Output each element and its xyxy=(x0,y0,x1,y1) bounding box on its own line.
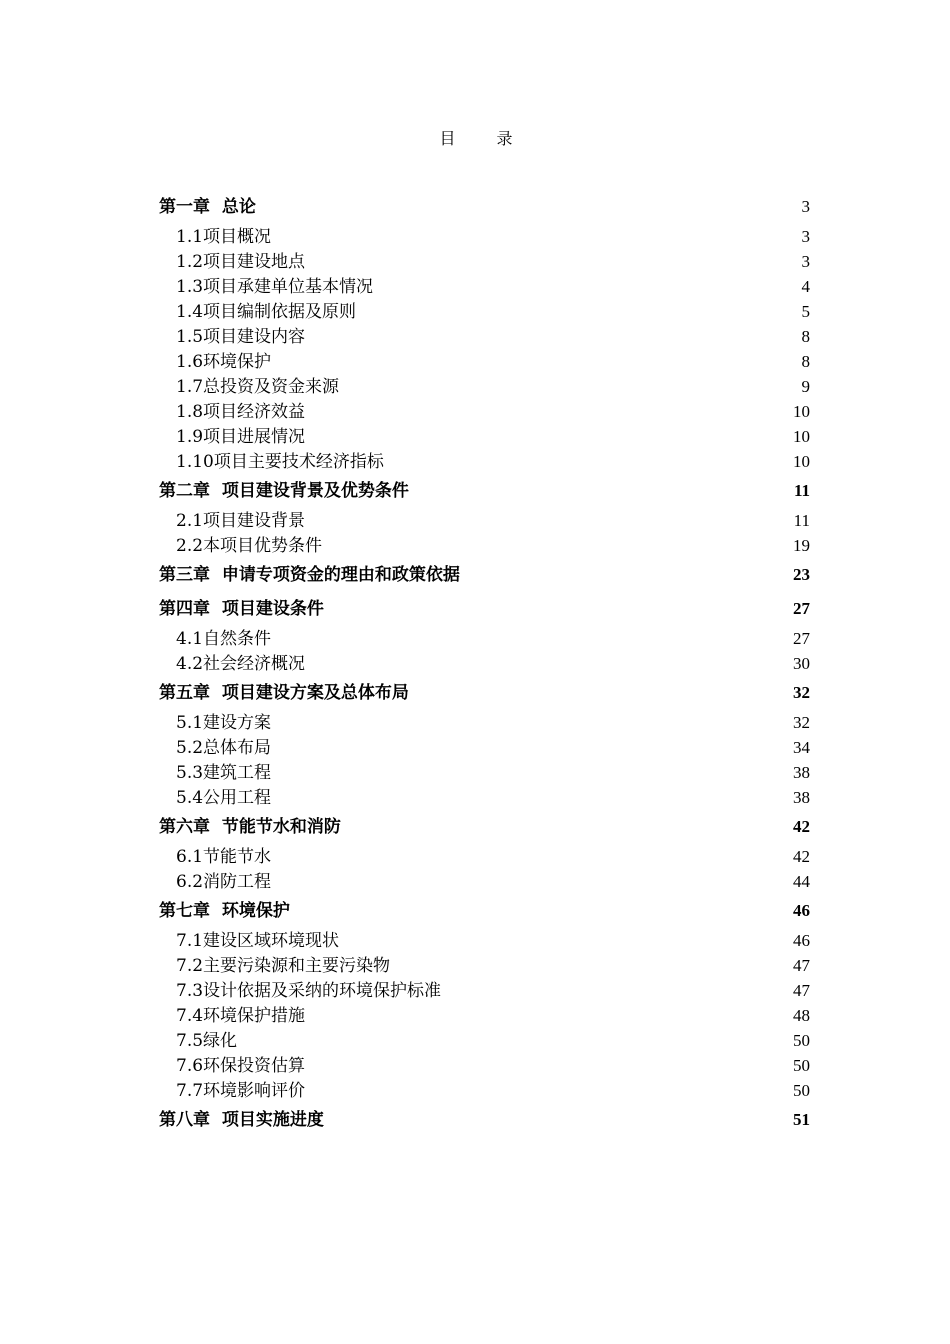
section-page-number: 50 xyxy=(793,1031,810,1050)
toc-chapter-entry[interactable] xyxy=(159,810,810,844)
section-title: 7.5绿化 xyxy=(176,1031,238,1051)
toc-section-entry[interactable] xyxy=(159,785,810,810)
chapter-page-number: 23 xyxy=(793,565,810,584)
section-page-number: 38 xyxy=(793,763,810,782)
toc-section-entry[interactable] xyxy=(159,1078,810,1103)
section-title: 1.5项目建设内容 xyxy=(176,327,306,347)
chapter-page-number: 32 xyxy=(793,683,810,702)
section-title: 6.1节能节水 xyxy=(176,847,272,867)
section-title: 5.3建筑工程 xyxy=(176,763,272,783)
section-page-number: 9 xyxy=(801,377,810,396)
toc-section-entry[interactable] xyxy=(159,651,810,676)
toc-section-entry[interactable] xyxy=(159,1053,810,1078)
chapter-title: 第八章 项目实施进度 xyxy=(159,1110,324,1130)
chapter-page-number: 46 xyxy=(793,901,810,920)
section-page-number: 10 xyxy=(793,402,810,421)
section-page-number: 47 xyxy=(793,956,810,975)
section-title: 1.3项目承建单位基本情况 xyxy=(176,277,374,297)
section-title: 2.2本项目优势条件 xyxy=(176,536,323,556)
chapter-title: 第五章 项目建设方案及总体布局 xyxy=(159,683,409,703)
section-page-number: 11 xyxy=(793,511,810,530)
section-title: 4.1自然条件 xyxy=(176,629,272,649)
section-page-number: 10 xyxy=(793,452,810,471)
toc-section-entry[interactable] xyxy=(159,710,810,735)
chapter-title: 第七章 环境保护 xyxy=(159,901,290,921)
chapter-title: 第一章 总论 xyxy=(159,197,256,217)
section-title: 1.1项目概况 xyxy=(176,227,272,247)
section-title: 7.7环境影响评价 xyxy=(176,1081,306,1101)
toc-chapter-entry[interactable] xyxy=(159,190,810,224)
section-title: 5.2总体布局 xyxy=(176,738,272,758)
toc-section-entry[interactable] xyxy=(159,928,810,953)
toc-chapter-entry[interactable] xyxy=(159,676,810,710)
toc-chapter-entry[interactable] xyxy=(159,894,810,928)
toc-chapter-entry[interactable] xyxy=(159,1103,810,1137)
toc-section-entry[interactable] xyxy=(159,374,810,399)
section-title: 7.4环境保护措施 xyxy=(176,1006,306,1026)
toc-section-entry[interactable] xyxy=(159,299,810,324)
toc-section-entry[interactable] xyxy=(159,449,810,474)
section-page-number: 4 xyxy=(801,277,810,296)
toc-chapter-group xyxy=(159,1103,810,1137)
toc-section-entry[interactable] xyxy=(159,844,810,869)
toc-section-entry[interactable] xyxy=(159,1028,810,1053)
toc-section-entry[interactable] xyxy=(159,274,810,299)
section-title: 1.6环境保护 xyxy=(176,352,272,372)
toc-chapter-group xyxy=(159,894,810,1103)
chapter-page-number: 11 xyxy=(793,481,810,500)
toc-section-entry[interactable] xyxy=(159,424,810,449)
chapter-title: 第三章 申请专项资金的理由和政策依据 xyxy=(159,565,460,585)
section-title: 1.9项目进展情况 xyxy=(176,427,306,447)
section-title: 7.1建设区域环境现状 xyxy=(176,931,340,951)
toc-chapter-entry[interactable] xyxy=(159,592,810,626)
toc-section-entry[interactable] xyxy=(159,508,810,533)
section-page-number: 50 xyxy=(793,1081,810,1100)
chapter-title: 第六章 节能节水和消防 xyxy=(159,817,341,837)
chapter-title: 第二章 项目建设背景及优势条件 xyxy=(159,481,409,501)
section-title: 1.10项目主要技术经济指标 xyxy=(176,452,384,472)
toc-section-entry[interactable] xyxy=(159,978,810,1003)
section-title: 1.8项目经济效益 xyxy=(176,402,306,422)
toc-section-entry[interactable] xyxy=(159,324,810,349)
section-page-number: 42 xyxy=(793,847,810,866)
section-page-number: 38 xyxy=(793,788,810,807)
section-page-number: 3 xyxy=(801,227,810,246)
chapter-page-number: 51 xyxy=(793,1110,810,1129)
section-page-number: 10 xyxy=(793,427,810,446)
toc-chapter-entry[interactable] xyxy=(159,558,810,592)
section-page-number: 30 xyxy=(793,654,810,673)
chapter-page-number: 42 xyxy=(793,817,810,836)
toc-section-entry[interactable] xyxy=(159,626,810,651)
section-page-number: 27 xyxy=(793,629,810,648)
section-page-number: 44 xyxy=(793,872,810,891)
toc-section-entry[interactable] xyxy=(159,735,810,760)
table-of-contents xyxy=(159,190,810,1137)
toc-section-entry[interactable] xyxy=(159,533,810,558)
section-page-number: 19 xyxy=(793,536,810,555)
toc-section-entry[interactable] xyxy=(159,760,810,785)
section-title: 1.7总投资及资金来源 xyxy=(176,377,340,397)
section-page-number: 32 xyxy=(793,713,810,732)
chapter-page-number: 3 xyxy=(801,197,810,216)
toc-chapter-group xyxy=(159,558,810,592)
section-page-number: 48 xyxy=(793,1006,810,1025)
toc-chapter-entry[interactable] xyxy=(159,474,810,508)
section-page-number: 8 xyxy=(801,352,810,371)
toc-section-entry[interactable] xyxy=(159,1003,810,1028)
section-page-number: 50 xyxy=(793,1056,810,1075)
toc-heading: 目 录 xyxy=(439,129,531,148)
chapter-title: 第四章 项目建设条件 xyxy=(159,599,324,619)
toc-chapter-group xyxy=(159,474,810,558)
toc-chapter-group xyxy=(159,592,810,676)
section-title: 1.4项目编制依据及原则 xyxy=(176,302,357,322)
section-page-number: 47 xyxy=(793,981,810,1000)
section-page-number: 8 xyxy=(801,327,810,346)
section-title: 5.4公用工程 xyxy=(176,788,272,808)
section-title: 7.3设计依据及采纳的环境保护标准 xyxy=(176,981,442,1001)
section-title: 1.2项目建设地点 xyxy=(176,252,306,272)
section-page-number: 5 xyxy=(801,302,810,321)
section-title: 5.1建设方案 xyxy=(176,713,272,733)
section-page-number: 34 xyxy=(793,738,810,757)
toc-section-entry[interactable] xyxy=(159,224,810,249)
toc-section-entry[interactable] xyxy=(159,349,810,374)
toc-section-entry[interactable] xyxy=(159,249,810,274)
section-title: 4.2社会经济概况 xyxy=(176,654,306,674)
section-page-number: 3 xyxy=(801,252,810,271)
section-title: 2.1项目建设背景 xyxy=(176,511,306,531)
chapter-page-number: 27 xyxy=(793,599,810,618)
section-title: 7.2主要污染源和主要污染物 xyxy=(176,956,391,976)
section-title: 7.6环保投资估算 xyxy=(176,1056,306,1076)
toc-section-entry[interactable] xyxy=(159,399,810,424)
section-title: 6.2消防工程 xyxy=(176,872,272,892)
toc-section-entry[interactable] xyxy=(159,953,810,978)
toc-chapter-group xyxy=(159,676,810,810)
toc-chapter-group xyxy=(159,810,810,894)
section-page-number: 46 xyxy=(793,931,810,950)
toc-section-entry[interactable] xyxy=(159,869,810,894)
toc-chapter-group xyxy=(159,190,810,474)
